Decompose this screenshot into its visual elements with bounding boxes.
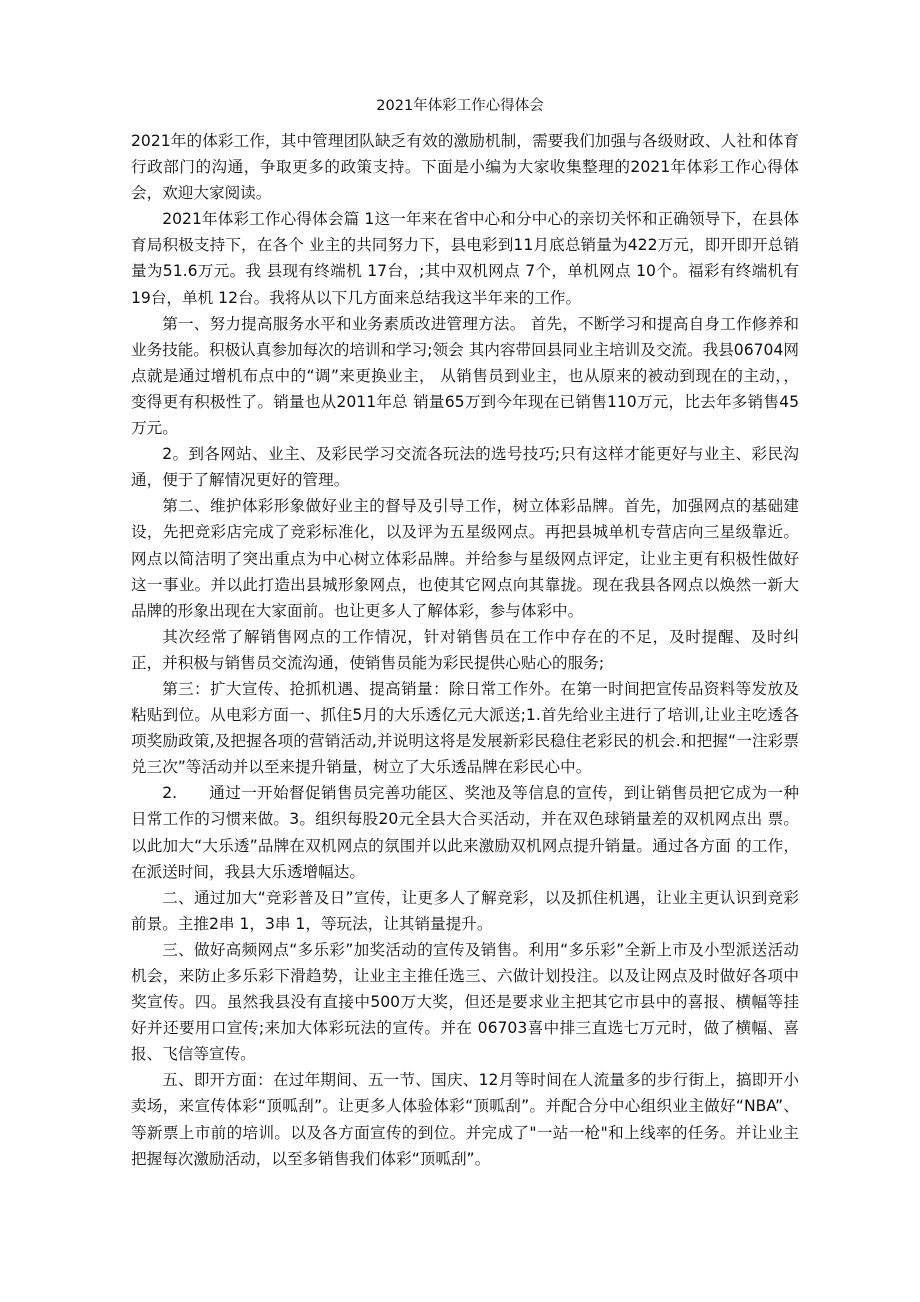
paragraph: 2。到各网站、业主、及彩民学习交流各玩法的选号技巧;只有这样才能更好与业主、彩民沟通，便于了解情况更好的管理。 xyxy=(131,445,799,490)
document-title: 2021年体彩工作心得体会 xyxy=(376,98,544,114)
document-body xyxy=(131,128,799,1172)
paragraph: 2. 通过一开始督促销售员完善功能区、奖池及等信息的宣传，到让销售员把它成为一种 日常工作的习惯来做。3。组织每股20元全县大合买活动，并在双色球销量差的双机网点出 票。以此加大“大乐透”品牌在双机网点的氛围并以此来激励双机网点提升销量。通过各方面 的工作，在派送时间，我县大乐透增幅达。 xyxy=(131,784,799,881)
paragraph: 二、通过加大“竞彩普及日”宣传，让更多人了解竞彩，以及抓住机遇，让业主更认识到竞彩前景。主推2串 1，3串 1，等玩法，让其销量提升。 xyxy=(131,888,799,933)
paragraph: 其次经常了解销售网点的工作情况，针对销售员在工作中存在的不足，及时提醒、及时纠正，并积极与销售员交流沟通，使销售员能为彩民提供心贴心的服务; xyxy=(131,627,799,672)
paragraph: 五、即开方面：在过年期间、五一节、国庆、12月等时间在人流量多的步行街上，搞即开小卖场，来宣传体彩“顶呱刮”。让更多人体验体彩“顶呱刮”。并配合分中心组织业主做好“NBA”、等新票上市前的培训。以及各方面宣传的到位。并完成了"一站一枪"和上线率的任务。并让业主把握每次激励活动，以至多销售我们体彩“顶呱刮”。 xyxy=(131,1071,799,1168)
paragraph-intro: 2021年的体彩工作，其中管理团队缺乏有效的激励机制，需要我们加强与各级财政、人社和体育行政部门的沟通，争取更多的政策支持。下面是小编为大家收集整理的2021年体彩工作心得体会，欢迎大家阅读。 xyxy=(131,132,799,203)
paragraph: 第三：扩大宣传、抢抓机遇、提高销量：除日常工作外。在第一时间把宣传品资料等发放及粘贴到位。从电彩方面一、抓住5月的大乐透亿元大派送;1.首先给业主进行了培训,让业主吃透各项奖励政策,及把握各项的营销活动,并说明这将是发展新彩民稳住老彩民的机会.和把握“一注彩票兑三次”等活动并以至来提升销量，树立了大乐透品牌在彩民心中。 xyxy=(131,679,799,777)
paragraph: 三、做好高频网点“多乐彩”加奖活动的宣传及销售。利用“多乐彩”全新上市及小型派送活动机会，来防止多乐彩下滑趋势，让业主主推任选三、六做计划投注。以及让网点及时做好各项中奖宣传。四。虽然我县没有直接中500万大奖，但还是要求业主把其它市县中的喜报、横幅等挂好并还要用口宣传;来加大体彩玩法的宣传。并在 06703喜中排三直选七万元时，做了横幅、喜报、飞信等宣传。 xyxy=(131,940,799,1064)
paragraph: 2021年体彩工作心得体会篇 1这一年来在省中心和分中心的亲切关怀和正确领导下，在县体育局积极支持下，在各个 业主的共同努力下，县电彩到11月底总销量为422万元，即开即开总销量为51.6万元。我 县现有终端机 17台，;其中双机网点 7个，单机网点 10个。福彩有终端机有 19台，单机 12台。我将从以下几方面来总结我这半年来的工作。 xyxy=(131,210,799,307)
paragraph: 第二、维护体彩形象做好业主的督导及引导工作，树立体彩品牌。首先，加强网点的基础建设，先把竞彩店完成了竞彩标准化，以及评为五星级网点。再把县城单机专营店向三星级靠近。网点以简洁明了突出重点为中心树立体彩品牌。并给参与星级网点评定，让业主更有积极性做好这一事业。并以此打造出县城形象网点，也使其它网点向其靠拢。现在我县各网点以焕然一新大品牌的形象出现在大家面前。也让更多人了解体彩，参与体彩中。 xyxy=(131,497,799,620)
paragraph: 第一、努力提高服务水平和业务素质改进管理方法。 首先，不断学习和提高自身工作修养和业务技能。积极认真参加每次的培训和学习;领会 其内容带回县同业主培训及交流。我县06704网点就是通过增机布点中的“调”来更换业主， 从销售员到业主，也从原来的被动到现在的主动，，变得更有积极性了。销量也从2011年总 销量65万到今年现在已销售110万元，比去年多销售45万元。 xyxy=(131,314,799,438)
